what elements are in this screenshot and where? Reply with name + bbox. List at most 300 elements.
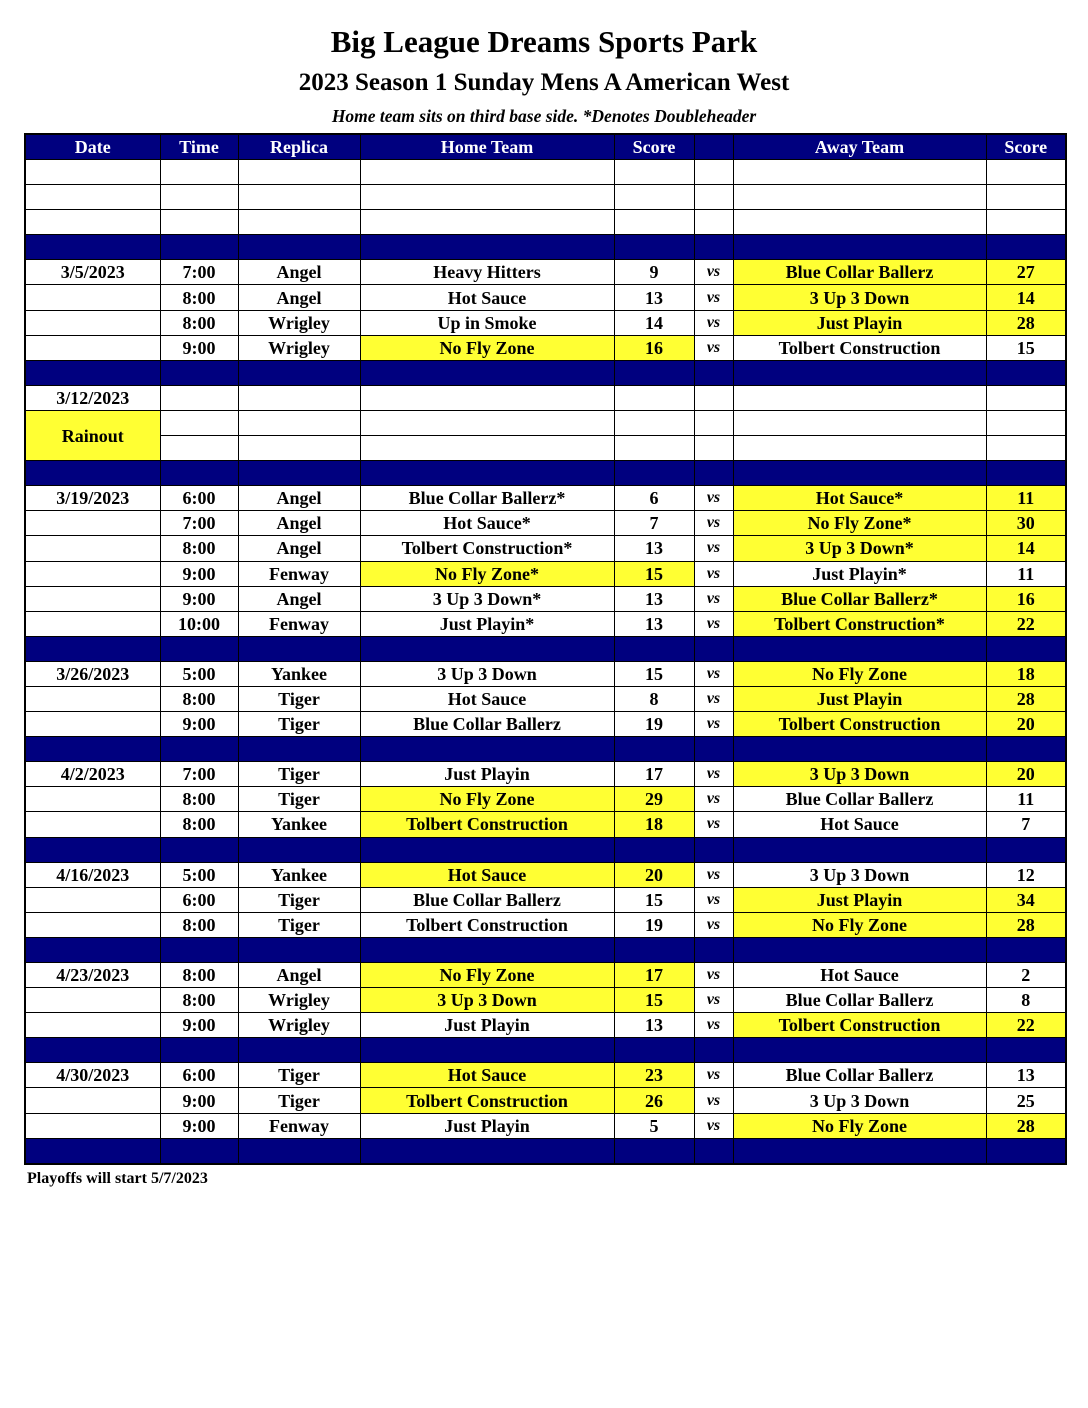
vs-label: vs [694,963,733,988]
empty-cell [25,636,160,661]
home-team: Just Playin [360,1013,614,1038]
schedule-table [24,133,1067,1165]
empty-cell [25,185,160,210]
vs-label: vs [694,862,733,887]
game-time: 9:00 [160,712,238,737]
empty-cell [694,737,733,762]
away-team: Hot Sauce [733,963,986,988]
game-date [25,988,160,1013]
empty-cell [25,235,160,260]
empty-cell [694,1038,733,1063]
home-score: 13 [614,586,694,611]
game-field: Angel [238,963,360,988]
home-team: Blue Collar Ballerz [360,712,614,737]
away-score: 22 [986,611,1066,636]
empty-cell [238,837,360,862]
away-team: No Fly Zone [733,1113,986,1138]
game-row [25,661,1066,686]
game-time: 5:00 [160,661,238,686]
game-time: 8:00 [160,310,238,335]
away-team: Blue Collar Ballerz [733,988,986,1013]
table-header-row [25,134,1066,160]
game-row [25,536,1066,561]
empty-cell [986,410,1066,435]
empty-cell [160,937,238,962]
away-team: Hot Sauce [733,812,986,837]
game-row [25,988,1066,1013]
empty-cell [733,410,986,435]
empty-cell [238,410,360,435]
page-subtitle: 2023 Season 1 Sunday Mens A American West [298,69,790,96]
empty-cell [986,837,1066,862]
home-team: Heavy Hitters [360,260,614,285]
empty-cell [160,210,238,235]
empty-cell [360,1038,614,1063]
home-team: Tolbert Construction [360,812,614,837]
game-field: Tiger [238,712,360,737]
empty-cell [160,436,238,461]
empty-cell [694,461,733,486]
away-team: 3 Up 3 Down [733,862,986,887]
empty-cell [238,1138,360,1164]
empty-cell [986,210,1066,235]
vs-label: vs [694,511,733,536]
empty-cell [733,937,986,962]
away-score: 28 [986,912,1066,937]
separator-row [25,937,1066,962]
away-score: 8 [986,988,1066,1013]
game-date: 3/5/2023 [25,260,160,285]
game-field: Wrigley [238,335,360,360]
vs-label: vs [694,1113,733,1138]
empty-cell [986,1138,1066,1164]
rainout-row [25,410,1066,435]
separator-row [25,737,1066,762]
game-row [25,486,1066,511]
empty-cell [238,937,360,962]
rainout-row [25,436,1066,461]
game-row [25,712,1066,737]
game-row [25,787,1066,812]
game-time: 8:00 [160,812,238,837]
empty-cell [160,737,238,762]
game-date [25,1113,160,1138]
vs-label: vs [694,310,733,335]
away-score: 28 [986,310,1066,335]
home-team: No Fly Zone [360,787,614,812]
game-field: Tiger [238,787,360,812]
vs-label: vs [694,661,733,686]
game-row [25,335,1066,360]
empty-cell [986,436,1066,461]
empty-cell [238,360,360,385]
vs-label: vs [694,260,733,285]
home-score: 6 [614,486,694,511]
away-team: Tolbert Construction [733,1013,986,1038]
home-team: Hot Sauce [360,862,614,887]
home-team: Hot Sauce [360,1063,614,1088]
empty-cell [25,1138,160,1164]
home-team: 3 Up 3 Down* [360,586,614,611]
separator-row [25,1038,1066,1063]
empty-cell [25,210,160,235]
home-score: 26 [614,1088,694,1113]
vs-label: vs [694,486,733,511]
game-time: 9:00 [160,561,238,586]
game-date: 3/19/2023 [25,486,160,511]
separator-row [25,360,1066,385]
game-date [25,787,160,812]
home-team: Tolbert Construction [360,912,614,937]
rainout-date: 3/12/2023 [25,385,160,410]
home-score: 20 [614,862,694,887]
game-field: Angel [238,511,360,536]
away-team: No Fly Zone* [733,511,986,536]
home-score: 16 [614,335,694,360]
empty-cell [614,360,694,385]
game-date [25,611,160,636]
game-date [25,912,160,937]
game-date [25,586,160,611]
empty-cell [25,837,160,862]
separator-row [25,1138,1066,1164]
game-time: 9:00 [160,1113,238,1138]
empty-cell [694,1138,733,1164]
home-score: 29 [614,787,694,812]
game-field: Wrigley [238,1013,360,1038]
game-time: 7:00 [160,511,238,536]
game-date: 3/26/2023 [25,661,160,686]
col-header-replica: Replica [238,134,360,160]
home-team: 3 Up 3 Down [360,661,614,686]
game-field: Tiger [238,1063,360,1088]
away-team: Blue Collar Ballerz [733,787,986,812]
empty-cell [160,410,238,435]
empty-cell [694,160,733,185]
away-team: Just Playin [733,310,986,335]
game-time: 8:00 [160,536,238,561]
home-team: Blue Collar Ballerz [360,887,614,912]
blank-row [25,160,1066,185]
home-score: 23 [614,1063,694,1088]
empty-cell [360,210,614,235]
empty-cell [614,235,694,260]
empty-cell [694,185,733,210]
game-date: 4/16/2023 [25,862,160,887]
empty-cell [160,1138,238,1164]
empty-cell [986,235,1066,260]
empty-cell [614,436,694,461]
empty-cell [733,185,986,210]
away-team: Blue Collar Ballerz* [733,586,986,611]
empty-cell [614,385,694,410]
separator-row [25,636,1066,661]
game-date [25,887,160,912]
game-row [25,862,1066,887]
game-time: 9:00 [160,586,238,611]
home-score: 5 [614,1113,694,1138]
empty-cell [238,737,360,762]
separator-row [25,461,1066,486]
home-team: Just Playin* [360,611,614,636]
empty-cell [160,360,238,385]
home-score: 9 [614,260,694,285]
empty-cell [733,436,986,461]
empty-cell [694,436,733,461]
empty-cell [694,837,733,862]
game-date [25,310,160,335]
empty-cell [694,235,733,260]
empty-cell [733,210,986,235]
home-score: 15 [614,887,694,912]
vs-label: vs [694,762,733,787]
game-field: Angel [238,260,360,285]
home-score: 17 [614,963,694,988]
empty-cell [614,410,694,435]
home-score: 15 [614,561,694,586]
empty-cell [733,160,986,185]
game-time: 6:00 [160,486,238,511]
away-team: 3 Up 3 Down [733,1088,986,1113]
game-date [25,285,160,310]
empty-cell [614,636,694,661]
vs-label: vs [694,536,733,561]
blank-row [25,210,1066,235]
game-date [25,561,160,586]
empty-cell [160,1038,238,1063]
empty-cell [25,1038,160,1063]
game-row [25,912,1066,937]
empty-cell [360,160,614,185]
empty-cell [238,1038,360,1063]
game-time: 6:00 [160,1063,238,1088]
empty-cell [614,210,694,235]
game-row [25,686,1066,711]
vs-label: vs [694,1013,733,1038]
blank-row [25,185,1066,210]
vs-label: vs [694,787,733,812]
game-time: 8:00 [160,912,238,937]
game-row [25,285,1066,310]
away-score: 22 [986,1013,1066,1038]
away-team: Blue Collar Ballerz [733,260,986,285]
game-field: Tiger [238,686,360,711]
empty-cell [986,737,1066,762]
game-time: 7:00 [160,260,238,285]
vs-label: vs [694,611,733,636]
empty-cell [360,461,614,486]
home-score: 14 [614,310,694,335]
empty-cell [694,636,733,661]
empty-cell [986,160,1066,185]
empty-cell [614,1138,694,1164]
empty-cell [360,737,614,762]
empty-cell [238,160,360,185]
away-team: Tolbert Construction [733,712,986,737]
empty-cell [733,461,986,486]
game-time: 8:00 [160,787,238,812]
empty-cell [238,235,360,260]
away-team: Just Playin [733,887,986,912]
rainout-row [25,385,1066,410]
game-field: Wrigley [238,310,360,335]
home-score: 17 [614,762,694,787]
empty-cell [25,360,160,385]
game-field: Yankee [238,862,360,887]
away-team: Just Playin* [733,561,986,586]
game-date [25,686,160,711]
empty-cell [733,385,986,410]
empty-cell [694,360,733,385]
home-team: No Fly Zone [360,963,614,988]
home-team: 3 Up 3 Down [360,988,614,1013]
game-time: 9:00 [160,335,238,360]
col-header-home-team: Home Team [360,134,614,160]
home-score: 13 [614,611,694,636]
game-field: Fenway [238,611,360,636]
empty-cell [733,737,986,762]
game-row [25,762,1066,787]
home-team: No Fly Zone [360,335,614,360]
empty-cell [360,385,614,410]
game-time: 8:00 [160,988,238,1013]
home-score: 13 [614,536,694,561]
rainout-label: Rainout [25,410,160,460]
away-team: Just Playin [733,686,986,711]
empty-cell [160,636,238,661]
game-time: 7:00 [160,762,238,787]
empty-cell [614,185,694,210]
empty-cell [160,160,238,185]
game-field: Angel [238,486,360,511]
empty-cell [25,937,160,962]
vs-label: vs [694,712,733,737]
empty-cell [360,185,614,210]
game-time: 8:00 [160,285,238,310]
separator-row [25,837,1066,862]
page-title: Big League Dreams Sports Park [330,24,758,59]
empty-cell [986,636,1066,661]
empty-cell [25,737,160,762]
home-team: Just Playin [360,762,614,787]
game-time: 6:00 [160,887,238,912]
game-date [25,511,160,536]
game-field: Angel [238,536,360,561]
empty-cell [360,360,614,385]
empty-cell [694,385,733,410]
game-row [25,1113,1066,1138]
away-score: 14 [986,536,1066,561]
home-score: 7 [614,511,694,536]
empty-cell [360,636,614,661]
col-header-time: Time [160,134,238,160]
vs-label: vs [694,912,733,937]
away-score: 12 [986,862,1066,887]
vs-label: vs [694,1088,733,1113]
game-row [25,963,1066,988]
col-header-away-team: Away Team [733,134,986,160]
vs-label: vs [694,1063,733,1088]
home-score: 13 [614,1013,694,1038]
empty-cell [733,636,986,661]
empty-cell [733,1038,986,1063]
empty-cell [694,937,733,962]
game-row [25,511,1066,536]
game-field: Yankee [238,812,360,837]
away-score: 18 [986,661,1066,686]
game-date [25,812,160,837]
empty-cell [733,360,986,385]
empty-cell [733,837,986,862]
home-score: 15 [614,661,694,686]
empty-cell [238,210,360,235]
home-score: 15 [614,988,694,1013]
away-score: 20 [986,762,1066,787]
home-team: No Fly Zone* [360,561,614,586]
home-team: Just Playin [360,1113,614,1138]
empty-cell [160,235,238,260]
home-team: Blue Collar Ballerz* [360,486,614,511]
game-field: Fenway [238,561,360,586]
home-score: 19 [614,712,694,737]
game-field: Tiger [238,1088,360,1113]
away-team: No Fly Zone [733,912,986,937]
away-score: 30 [986,511,1066,536]
empty-cell [360,1138,614,1164]
empty-cell [694,410,733,435]
game-time: 9:00 [160,1013,238,1038]
empty-cell [238,185,360,210]
away-score: 25 [986,1088,1066,1113]
game-date: 4/30/2023 [25,1063,160,1088]
away-team: Hot Sauce* [733,486,986,511]
empty-cell [614,1038,694,1063]
empty-cell [986,937,1066,962]
game-date [25,335,160,360]
away-score: 11 [986,486,1066,511]
home-team: Hot Sauce* [360,511,614,536]
empty-cell [160,461,238,486]
game-date [25,1088,160,1113]
game-field: Angel [238,586,360,611]
empty-cell [986,461,1066,486]
vs-label: vs [694,335,733,360]
game-field: Angel [238,285,360,310]
empty-cell [238,636,360,661]
away-score: 16 [986,586,1066,611]
vs-label: vs [694,988,733,1013]
away-team: 3 Up 3 Down [733,285,986,310]
vs-label: vs [694,887,733,912]
game-date [25,536,160,561]
empty-cell [614,160,694,185]
home-score: 13 [614,285,694,310]
away-team: No Fly Zone [733,661,986,686]
game-row [25,1013,1066,1038]
game-date [25,712,160,737]
game-date [25,1013,160,1038]
empty-cell [25,461,160,486]
game-row [25,260,1066,285]
game-row [25,887,1066,912]
game-field: Tiger [238,887,360,912]
empty-cell [160,185,238,210]
away-score: 7 [986,812,1066,837]
vs-label: vs [694,285,733,310]
away-score: 11 [986,561,1066,586]
col-header-date: Date [25,134,160,160]
away-score: 28 [986,1113,1066,1138]
